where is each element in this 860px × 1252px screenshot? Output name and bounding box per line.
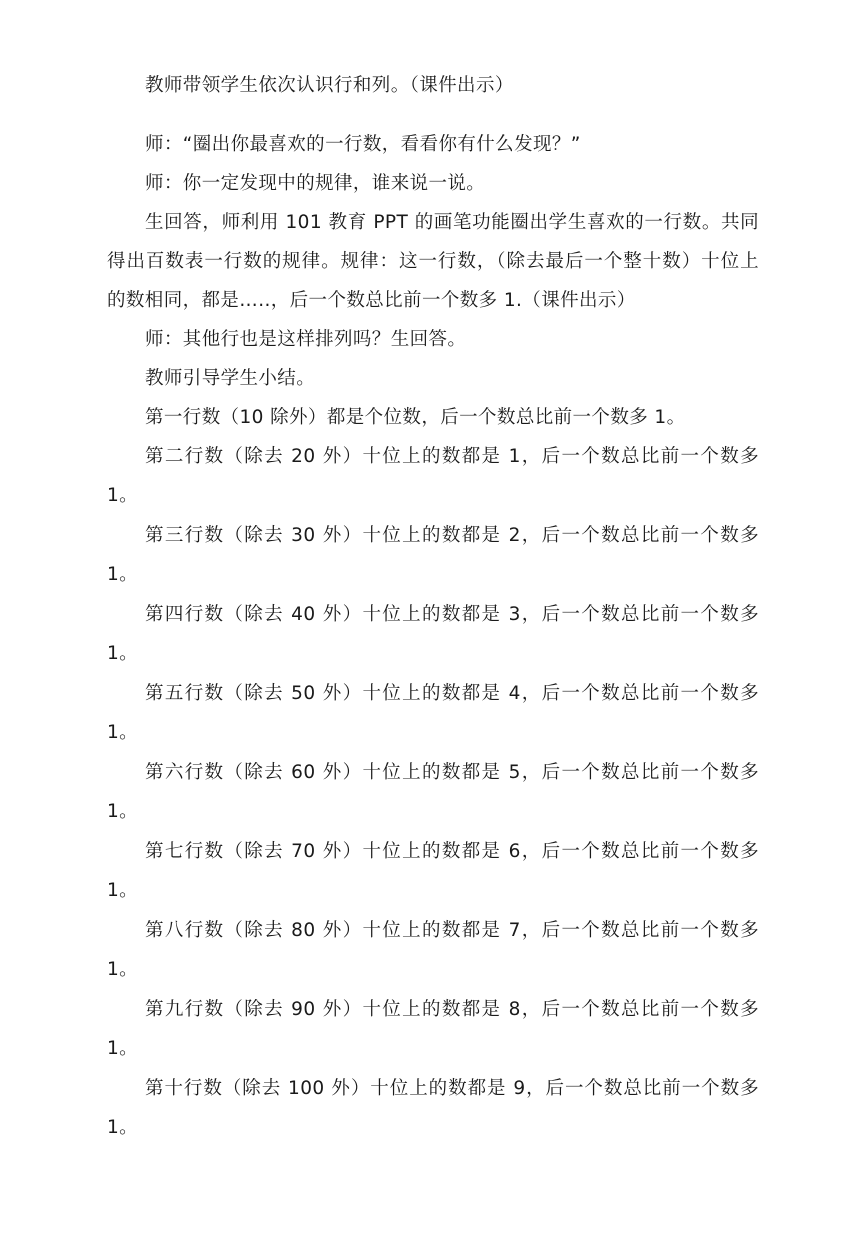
paragraph-row-8: 第八行数（除去 80 外）十位上的数都是 7，后一个数总比前一个数多 1。 bbox=[107, 920, 759, 980]
paragraph-row-7: 第七行数（除去 70 外）十位上的数都是 6，后一个数总比前一个数多 1。 bbox=[107, 841, 759, 901]
paragraph-row-9: 第九行数（除去 90 外）十位上的数都是 8，后一个数总比前一个数多 1。 bbox=[107, 999, 759, 1059]
paragraph-student-answer: 生回答，师利用 101 教育 PPT 的画笔功能圈出学生喜欢的一行数。共同得出百数表一行数的规律。规律：这一行数，（除去最后一个整十数）十位上的数相同，都是…..，后一个数总比前一个数多 1.（课件出示） bbox=[107, 212, 759, 311]
paragraph-row-1: 第一行数（10 除外）都是个位数，后一个数总比前一个数多 1。 bbox=[145, 407, 686, 428]
paragraph-row-4: 第四行数（除去 40 外）十位上的数都是 3，后一个数总比前一个数多 1。 bbox=[107, 604, 759, 664]
paragraph-row-10: 第十行数（除去 100 外）十位上的数都是 9，后一个数总比前一个数多 1。 bbox=[107, 1078, 759, 1138]
paragraph-row-2: 第二行数（除去 20 外）十位上的数都是 1，后一个数总比前一个数多 1。 bbox=[107, 446, 759, 506]
paragraph-intro: 教师带领学生依次认识行和列。（课件出示） bbox=[145, 75, 514, 96]
paragraph-teacher-prompt: 师：你一定发现中的规律，谁来说一说。 bbox=[145, 173, 486, 194]
paragraph-row-3: 第三行数（除去 30 外）十位上的数都是 2，后一个数总比前一个数多 1。 bbox=[107, 525, 759, 585]
paragraph-row-5: 第五行数（除去 50 外）十位上的数都是 4，后一个数总比前一个数多 1。 bbox=[107, 683, 759, 743]
paragraph-summary-intro: 教师引导学生小结。 bbox=[145, 368, 316, 389]
paragraph-other-rows: 师：其他行也是这样排列吗？生回答。 bbox=[145, 329, 467, 350]
paragraph-row-6: 第六行数（除去 60 外）十位上的数都是 5，后一个数总比前一个数多 1。 bbox=[107, 762, 759, 822]
paragraph-teacher-question: 师：“圈出你最喜欢的一行数，看看你有什么发现？” bbox=[145, 134, 581, 155]
